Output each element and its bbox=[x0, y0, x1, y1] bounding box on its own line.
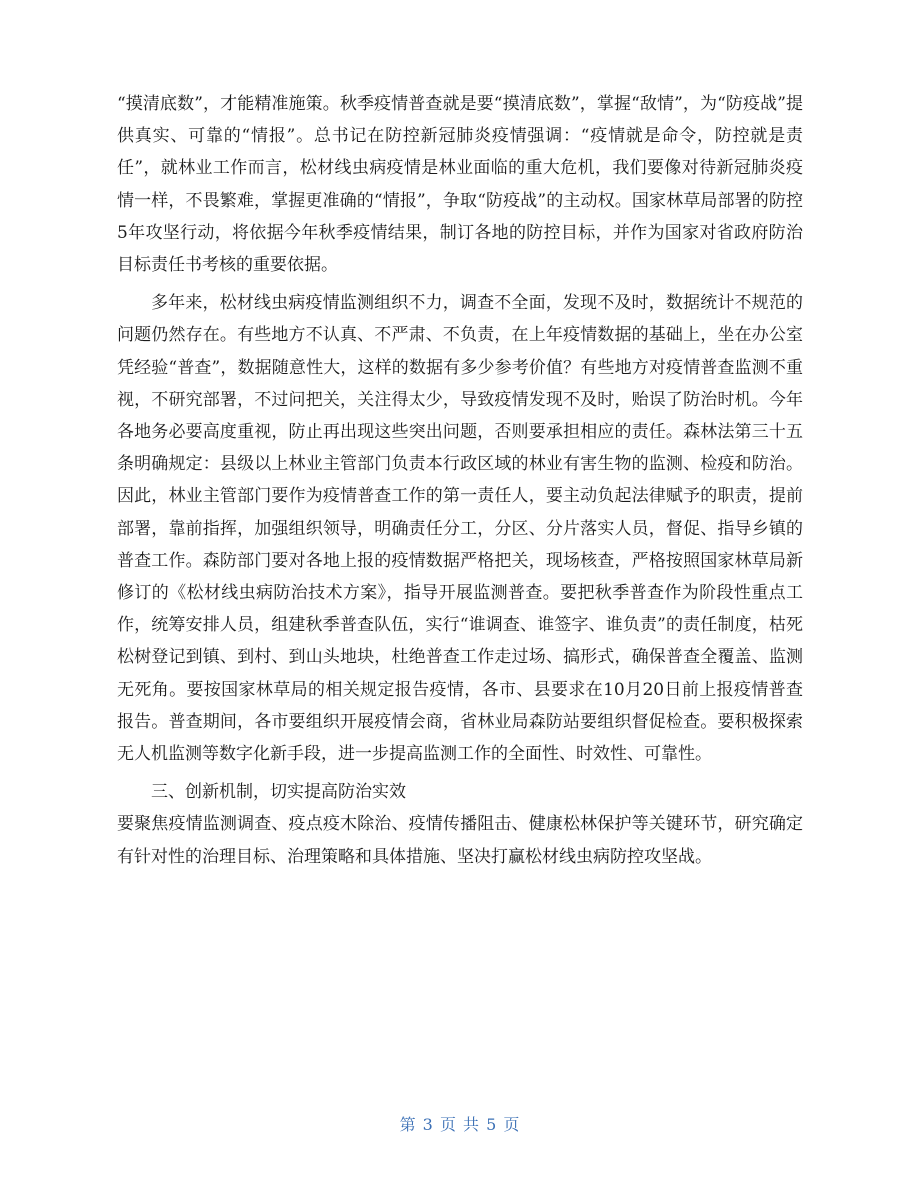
document-body bbox=[117, 88, 803, 879]
paragraph-monitoring: 多年来，松材线虫病疫情监测组织不力，调查不全面，发现不及时，数据统计不规范的问题仍然存在。有些地方不认真、不严肃、不负责，在上年疫情数据的基础上，坐在办公室凭经验“普查”，数据随意性大，这样的数据有多少参考价值？有些地方对疫情普查监测不重视，不研究部署，不过问把关，关注得太少，导致疫情发现不及时，贻误了防治时机。今年各地务必要高度重视，防止再出现这些突出问题，否则要承担相应的责任。森林法第三十五条明确规定：县级以上林业主管部门负责本行政区域的林业有害生物的监测、检疫和防治。因此，林业主管部门要作为疫情普查工作的第一责任人，要主动负起法律赋予的职责，提前部署，靠前指挥，加强组织领导，明确责任分工，分区、分片落实人员，督促、指导乡镇的普查工作。森防部门要对各地上报的疫情数据严格把关，现场核查，严格按照国家林草局新修订的《松材线虫病防治技术方案》，指导开展监测普查。要把秋季普查作为阶段性重点工作，统筹安排人员，组建秋季普查队伍，实行“谁调查、谁签字、谁负责”的责任制度，枯死松树登记到镇、到村、到山头地块，杜绝普查工作走过场、搞形式，确保普查全覆盖、监测无死角。要按国家林草局的相关规定报告疫情，各市、县要求在10月20日前上报疫情普查报告。普查期间，各市要组织开展疫情会商，省林业局森防站要组织督促检查。要积极探索无人机监测等数字化新手段，进一步提高监测工作的全面性、时效性、可靠性。 bbox=[117, 293, 803, 765]
page-number-footer: 第 3 页 共 5 页 bbox=[399, 1115, 521, 1134]
section-heading: 三、创新机制，切实提高防治实效 bbox=[151, 782, 406, 803]
paragraph-intro: “摸清底数”，才能精准施策。秋季疫情普查就是要“摸清底数”，掌握“敌情”，为“防疫战”提供真实、可靠的“情报”。总书记在防控新冠肺炎疫情强调：“疫情就是命令，防控就是责任”，就林业工作而言，松材线虫病疫情是林业面临的重大危机，我们要像对待新冠肺炎疫情一样，不畏繁难，掌握更准确的“情报”，争取“防疫战”的主动权。国家林草局部署的防控5年攻坚行动，将依据今年秋季疫情结果，制订各地的防控目标，并作为国家对省政府防治目标责任书考核的重要依据。 bbox=[117, 94, 803, 276]
paragraph-closing: 要聚焦疫情监测调查、疫点疫木除治、疫情传播阻击、健康松林保护等关键环节，研究确定有针对性的治理目标、治理策略和具体措施、坚决打赢松材线虫病防控攻坚战。 bbox=[117, 814, 803, 867]
